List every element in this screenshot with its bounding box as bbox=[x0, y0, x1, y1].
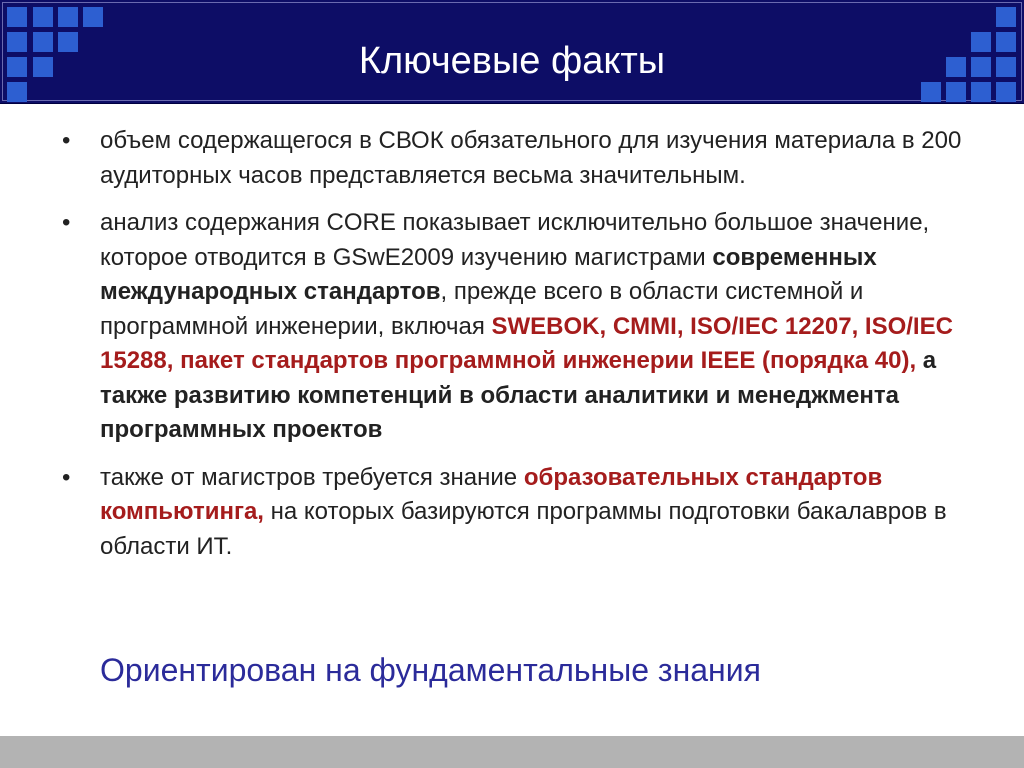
bullet-marker: • bbox=[62, 463, 71, 491]
bullet-text-part: анализ содержания CORE показывает исключительно большое значение, которое отводится в GSwE2009 изучению магистрами bbox=[100, 209, 930, 271]
bullet-text-part: , прежде всего в области системной и программной инженерии, включая bbox=[100, 278, 864, 340]
bullet-marker: • bbox=[62, 127, 71, 154]
bullet-highlight-text: SWEBOK, CMMI, ISO/IEC 12207, ISO/IEC 15288, пакет стандартов программной инженерии IEEE (порядка 40), bbox=[100, 312, 953, 374]
bullet-highlight-text: образовательных стандартов компьютинга, bbox=[100, 463, 883, 525]
bullet-bold-text: а также развитию компетенций в области аналитики и менеджмента программных проектов bbox=[100, 347, 937, 443]
conclusion-text: Ориентирован на фундаментальные знания bbox=[100, 652, 761, 688]
decorative-tile bbox=[996, 7, 1016, 27]
bullet-text: объем содержащегося в СВОК обязательного для изучения материала в 200 аудиторных часов представляется весьма значительным. bbox=[100, 127, 962, 189]
decorative-tile bbox=[58, 7, 78, 27]
decorative-tile bbox=[946, 82, 966, 102]
bullet-text-part: на которых базируются программы подготовки бакалавров в области ИТ. bbox=[100, 498, 947, 560]
decorative-tile bbox=[7, 7, 27, 27]
decorative-tile bbox=[996, 82, 1016, 102]
decorative-tile bbox=[7, 82, 27, 102]
bullet-marker: • bbox=[62, 209, 71, 236]
decorative-tile bbox=[33, 7, 53, 27]
bullet-list bbox=[62, 124, 962, 577]
bullet-text-part: также от магистров требуется знание bbox=[100, 463, 524, 491]
decorative-tile bbox=[83, 7, 103, 27]
bullet-item-1 bbox=[62, 124, 962, 193]
title-bar bbox=[0, 0, 1024, 104]
slide-title: Ключевые факты bbox=[358, 40, 666, 82]
bullet-item-2 bbox=[62, 206, 962, 448]
bullet-item-3 bbox=[62, 461, 962, 565]
decorative-tile bbox=[921, 82, 941, 102]
footer-bar bbox=[0, 736, 1024, 768]
bullet-bold-text: современных международных стандартов bbox=[100, 243, 877, 305]
decorative-tile bbox=[971, 82, 991, 102]
